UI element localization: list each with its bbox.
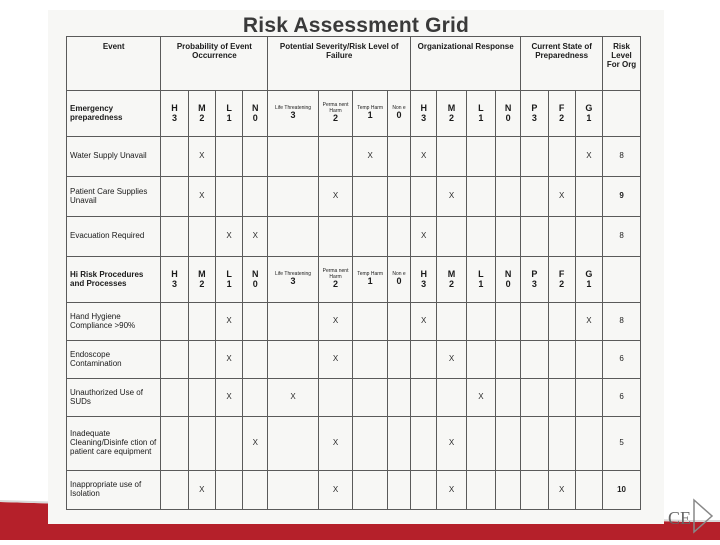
x-mark: X <box>575 303 602 341</box>
empty-cell <box>161 417 188 471</box>
event-row <box>67 417 641 471</box>
empty-cell <box>188 217 215 257</box>
event-name: Patient Care Supplies Unavail <box>67 177 161 217</box>
scale-label: Perma nent Harm <box>322 102 349 114</box>
empty-cell <box>268 217 318 257</box>
empty-cell <box>268 341 318 379</box>
empty-cell <box>521 471 548 510</box>
risk-level-header: Risk Level For Org <box>603 37 641 91</box>
scale-cell-organizational <box>496 91 521 137</box>
empty-cell <box>521 379 548 417</box>
scale-cell-severity <box>268 91 318 137</box>
x-mark: X <box>243 217 268 257</box>
empty-cell <box>466 177 495 217</box>
event-name: Inappropriate use of Isolation <box>67 471 161 510</box>
empty-cell <box>466 137 495 177</box>
section-label: Hi Risk Procedures and Processes <box>67 257 161 303</box>
scale-label: P <box>531 268 538 279</box>
scale-value: 0 <box>396 276 402 287</box>
empty-cell <box>268 137 318 177</box>
x-mark: X <box>437 177 466 217</box>
x-mark: X <box>188 137 215 177</box>
scale-cell-probability <box>188 91 215 137</box>
scale-cell-organizational <box>466 257 495 303</box>
empty-cell <box>575 379 602 417</box>
empty-cell <box>466 471 495 510</box>
header-row <box>67 37 641 91</box>
empty-cell <box>353 417 388 471</box>
scale-cell-current_state <box>548 257 575 303</box>
empty-cell <box>521 417 548 471</box>
scale-value: 3 <box>421 112 427 123</box>
event-name: Evacuation Required <box>67 217 161 257</box>
scale-cell-severity <box>353 91 388 137</box>
scale-value: 1 <box>367 276 373 287</box>
empty-cell <box>575 341 602 379</box>
empty-cell <box>387 417 410 471</box>
x-mark: X <box>215 341 242 379</box>
risk-level-value: 6 <box>603 341 641 379</box>
scale-cell-organizational <box>437 257 466 303</box>
x-mark: X <box>318 177 353 217</box>
empty-cell <box>353 217 388 257</box>
empty-cell <box>215 417 242 471</box>
scale-cell-current_state <box>521 91 548 137</box>
scale-value: 0 <box>252 278 258 289</box>
scale-label: L <box>226 268 232 279</box>
scale-value: 1 <box>367 110 373 121</box>
empty-cell <box>161 137 188 177</box>
empty-cell <box>353 471 388 510</box>
risk-level-value: 8 <box>603 217 641 257</box>
x-mark: X <box>318 417 353 471</box>
empty-cell <box>387 379 410 417</box>
scale-value: 3 <box>172 278 178 289</box>
scale-label: Temp Harm <box>357 104 384 111</box>
risk-level-value: 6 <box>603 379 641 417</box>
x-mark: X <box>188 177 215 217</box>
scale-value: 2 <box>333 113 339 124</box>
event-row <box>67 303 641 341</box>
empty-cell <box>188 303 215 341</box>
empty-cell <box>387 471 410 510</box>
empty-cell <box>243 137 268 177</box>
empty-cell <box>411 471 437 510</box>
x-mark: X <box>575 137 602 177</box>
event-name: Water Supply Unavail <box>67 137 161 177</box>
empty-cell <box>161 177 188 217</box>
empty-cell <box>521 177 548 217</box>
x-mark: X <box>318 471 353 510</box>
empty-cell <box>268 417 318 471</box>
empty-cell <box>161 341 188 379</box>
empty-cell <box>548 303 575 341</box>
logo <box>664 498 714 534</box>
scale-label: H <box>420 102 427 113</box>
scale-cell-probability <box>161 257 188 303</box>
event-row <box>67 471 641 510</box>
scale-label: M <box>198 268 206 279</box>
section-label-row <box>67 257 641 303</box>
empty-cell <box>161 303 188 341</box>
scale-value: 1 <box>586 112 592 123</box>
scale-cell-probability <box>188 257 215 303</box>
scale-value: 2 <box>199 112 205 123</box>
scale-cell-probability <box>243 257 268 303</box>
scale-cell-probability <box>243 91 268 137</box>
scale-cell-severity <box>318 257 353 303</box>
risk-level-value: 10 <box>603 471 641 510</box>
event-row <box>67 341 641 379</box>
empty-cell <box>188 417 215 471</box>
scale-value: 1 <box>478 278 484 289</box>
scale-cell-organizational <box>411 91 437 137</box>
scale-label: L <box>478 102 484 113</box>
scale-value: 3 <box>290 276 296 287</box>
scale-label: Life Threatening <box>275 104 312 111</box>
empty-cell <box>318 379 353 417</box>
scale-cell-current_state <box>548 91 575 137</box>
scale-value: 2 <box>199 278 205 289</box>
organizational-header: Organizational Response <box>411 37 521 91</box>
x-mark: X <box>215 303 242 341</box>
empty-cell <box>496 379 521 417</box>
x-mark: X <box>318 303 353 341</box>
scale-label: L <box>478 268 484 279</box>
empty-cell <box>496 137 521 177</box>
scale-value: 3 <box>531 278 537 289</box>
scale-label: N <box>252 102 259 113</box>
scale-label: Life Threatening <box>275 270 312 277</box>
event-name: Endoscope Contamination <box>67 341 161 379</box>
scale-label: Temp Harm <box>357 270 384 277</box>
scale-label: L <box>226 102 232 113</box>
empty-cell <box>411 379 437 417</box>
event-name: Hand Hygiene Compliance >90% <box>67 303 161 341</box>
x-mark: X <box>188 471 215 510</box>
x-mark: X <box>243 417 268 471</box>
empty-cell <box>268 471 318 510</box>
empty-cell <box>243 177 268 217</box>
x-mark: X <box>268 379 318 417</box>
scale-cell-severity <box>387 91 410 137</box>
empty-cell <box>215 137 242 177</box>
empty-cell <box>243 379 268 417</box>
empty-cell <box>575 417 602 471</box>
empty-cell <box>548 217 575 257</box>
empty-cell <box>353 341 388 379</box>
empty-cell <box>353 177 388 217</box>
empty-cell <box>521 341 548 379</box>
empty-cell <box>387 137 410 177</box>
empty-cell <box>466 303 495 341</box>
scale-cell-severity <box>387 257 410 303</box>
scale-label: M <box>198 102 206 113</box>
x-mark: X <box>437 471 466 510</box>
empty-cell <box>318 217 353 257</box>
empty-cell <box>161 379 188 417</box>
empty-cell <box>188 341 215 379</box>
scale-label: G <box>585 268 593 279</box>
scale-value: 3 <box>531 112 537 123</box>
empty-cell <box>521 303 548 341</box>
logo-text: CE <box>668 508 692 528</box>
scale-cell-probability <box>215 91 242 137</box>
scale-label: M <box>447 102 456 113</box>
x-mark: X <box>466 379 495 417</box>
empty-cell <box>496 341 521 379</box>
empty-cell <box>387 177 410 217</box>
empty-cell <box>548 137 575 177</box>
risk-level-blank <box>603 91 641 137</box>
risk-assessment-table <box>66 36 641 510</box>
severity-header: Potential Severity/Risk Level of Failure <box>268 37 411 91</box>
empty-cell <box>161 217 188 257</box>
scale-value: 3 <box>290 110 296 121</box>
empty-cell <box>575 217 602 257</box>
empty-cell <box>575 471 602 510</box>
page-title: Risk Assessment Grid <box>242 14 470 37</box>
scale-cell-organizational <box>411 257 437 303</box>
x-mark: X <box>411 217 437 257</box>
scale-value: 0 <box>396 110 402 121</box>
scale-cell-current_state <box>575 257 602 303</box>
empty-cell <box>411 341 437 379</box>
event-name: Unauthorized Use of SUDs <box>67 379 161 417</box>
scale-label: M <box>447 268 456 279</box>
current-state-header: Current State of Preparedness <box>521 37 603 91</box>
scale-label: Non e <box>392 104 406 111</box>
scale-value: 2 <box>559 278 565 289</box>
scale-label: H <box>171 268 178 279</box>
empty-cell <box>387 303 410 341</box>
empty-cell <box>243 341 268 379</box>
empty-cell <box>496 217 521 257</box>
event-row <box>67 177 641 217</box>
scale-label: N <box>504 268 512 279</box>
scale-label: H <box>171 102 178 113</box>
risk-level-value: 9 <box>603 177 641 217</box>
event-row <box>67 137 641 177</box>
empty-cell <box>268 303 318 341</box>
scale-value: 1 <box>226 278 232 289</box>
x-mark: X <box>437 417 466 471</box>
scale-value: 0 <box>505 278 511 289</box>
empty-cell <box>411 417 437 471</box>
empty-cell <box>411 177 437 217</box>
empty-cell <box>548 417 575 471</box>
scale-value: 1 <box>226 112 232 123</box>
empty-cell <box>387 217 410 257</box>
scale-value: 3 <box>172 112 178 123</box>
empty-cell <box>318 137 353 177</box>
scale-cell-severity <box>318 91 353 137</box>
x-mark: X <box>411 137 437 177</box>
empty-cell <box>466 217 495 257</box>
scale-label: G <box>585 102 593 113</box>
scale-label: Perma nent Harm <box>322 268 349 280</box>
x-mark: X <box>215 217 242 257</box>
event-row <box>67 379 641 417</box>
empty-cell <box>521 217 548 257</box>
scale-label: F <box>558 102 565 113</box>
scale-value: 2 <box>448 278 454 289</box>
empty-cell <box>496 417 521 471</box>
empty-cell <box>215 177 242 217</box>
x-mark: X <box>548 177 575 217</box>
scale-value: 1 <box>586 278 592 289</box>
scale-value: 2 <box>559 112 565 123</box>
empty-cell <box>353 303 388 341</box>
scale-cell-organizational <box>466 91 495 137</box>
scale-cell-probability <box>215 257 242 303</box>
empty-cell <box>466 341 495 379</box>
scale-value: 3 <box>421 278 427 289</box>
x-mark: X <box>353 137 388 177</box>
scale-label: P <box>531 102 538 113</box>
empty-cell <box>548 341 575 379</box>
risk-level-blank <box>603 257 641 303</box>
scale-value: 1 <box>478 112 484 123</box>
x-mark: X <box>437 341 466 379</box>
x-mark: X <box>411 303 437 341</box>
empty-cell <box>437 137 466 177</box>
empty-cell <box>387 341 410 379</box>
scale-label: H <box>420 268 427 279</box>
empty-cell <box>496 471 521 510</box>
scale-label: Non e <box>392 270 406 277</box>
empty-cell <box>548 379 575 417</box>
empty-cell <box>243 303 268 341</box>
empty-cell <box>521 137 548 177</box>
scale-cell-current_state <box>575 91 602 137</box>
section-label: Emergency preparedness <box>67 91 161 137</box>
scale-label: N <box>504 102 512 113</box>
empty-cell <box>496 177 521 217</box>
x-mark: X <box>548 471 575 510</box>
scale-cell-severity <box>353 257 388 303</box>
scale-label: N <box>252 268 259 279</box>
scale-value: 0 <box>505 112 511 123</box>
empty-cell <box>437 217 466 257</box>
x-mark: X <box>318 341 353 379</box>
scale-cell-probability <box>161 91 188 137</box>
scale-label: F <box>558 268 565 279</box>
x-mark: X <box>215 379 242 417</box>
probability-header: Probability of Event Occurrence <box>161 37 268 91</box>
empty-cell <box>437 379 466 417</box>
event-row <box>67 217 641 257</box>
risk-level-value: 8 <box>603 303 641 341</box>
empty-cell <box>496 303 521 341</box>
scale-cell-current_state <box>521 257 548 303</box>
section-label-row <box>67 91 641 137</box>
empty-cell <box>188 379 215 417</box>
scale-cell-organizational <box>437 91 466 137</box>
empty-cell <box>161 471 188 510</box>
event-name: Inadequate Cleaning/Disinfe ction of patient care equipment <box>67 417 161 471</box>
empty-cell <box>215 471 242 510</box>
empty-cell <box>353 379 388 417</box>
empty-cell <box>268 177 318 217</box>
event-header: Event <box>67 37 161 91</box>
scale-value: 0 <box>252 112 258 123</box>
scale-cell-organizational <box>496 257 521 303</box>
risk-level-value: 8 <box>603 137 641 177</box>
scale-value: 2 <box>333 279 339 290</box>
empty-cell <box>437 303 466 341</box>
empty-cell <box>243 471 268 510</box>
scale-cell-severity <box>268 257 318 303</box>
empty-cell <box>575 177 602 217</box>
scale-value: 2 <box>448 112 454 123</box>
risk-level-value: 5 <box>603 417 641 471</box>
empty-cell <box>466 417 495 471</box>
